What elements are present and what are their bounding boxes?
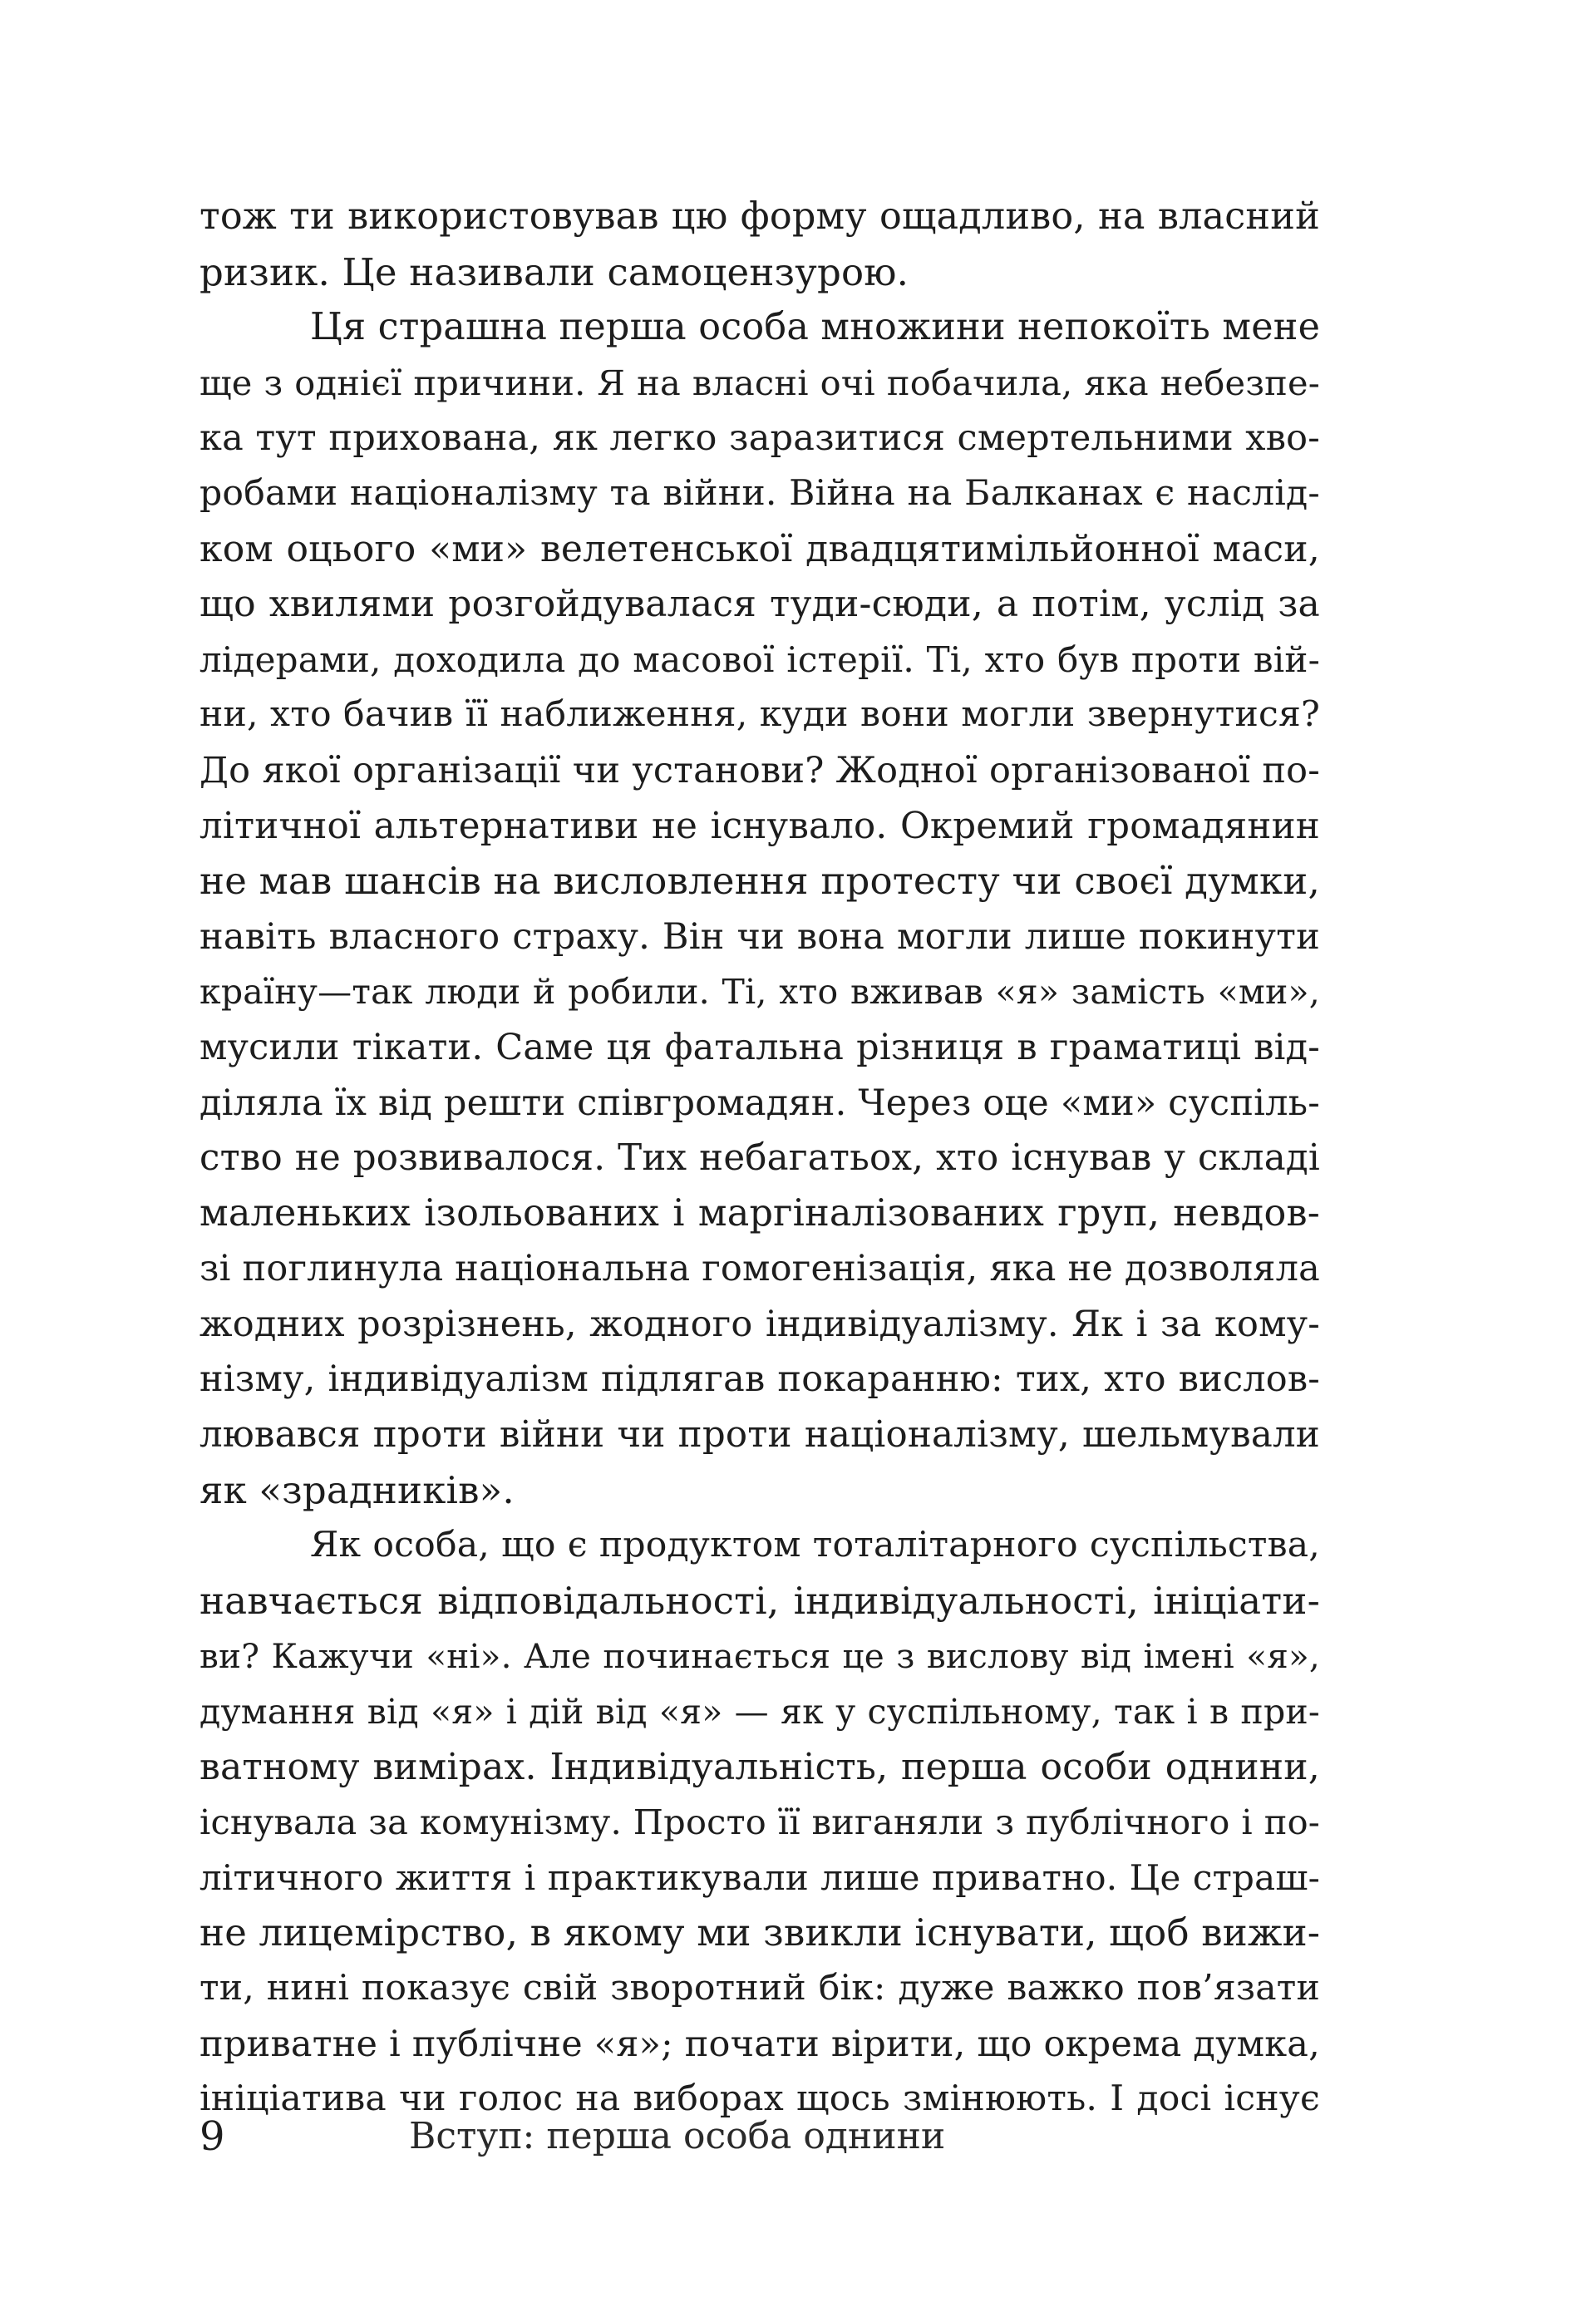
text-line: ство не розвивалося. Тих небагатьох, хто існував у складі — [200, 1137, 1320, 1180]
text-line: робами націоналізму та війни. Війна на Балканах є наслід- — [200, 472, 1320, 514]
text-line: ініціатива чи голос на виборах щось змінюють. І досі існує — [200, 2078, 1320, 2120]
text-line: діляла їх від решти співгромадян. Через оце «ми» суспіль- — [200, 1082, 1320, 1124]
text-line: лідерами, доходила до масової істерії. Ті, хто був проти вій- — [200, 638, 1320, 680]
text-line: не лицемірство, в якому ми звикли існувати, щоб вижи- — [200, 1910, 1321, 1955]
text-line: ватному вимірах. Індивідуальність, перша особи однини, — [200, 1745, 1320, 1788]
text-line: думання від «я» і дій від «я» — як у суспільному, так і в при- — [200, 1692, 1320, 1733]
text-line: маленьких ізольованих і маргіналізованих груп, невдов- — [200, 1191, 1320, 1235]
running-head: Вступ: перша особа однини — [409, 2115, 946, 2157]
text-line: літичної альтернативи не існувало. Окремий громадянин — [200, 805, 1320, 847]
text-line: тож ти використовував цю форму ощадливо, на власний — [200, 195, 1320, 238]
text-line: ви? Кажучи «ні». Але починається це з вислову від імені «я», — [200, 1636, 1320, 1677]
text-line: жодних розрізнень, жодного індивідуалізму. Як і за кому- — [200, 1303, 1320, 1345]
text-line: не мав шансів на висловлення протесту чи своєї думки, — [200, 859, 1320, 904]
text-line: літичного життя і практикували лише приватно. Це страш- — [200, 1856, 1320, 1898]
text-line: Ця страшна перша особа множини непокоїть мене — [310, 306, 1321, 349]
page-number: 9 — [200, 2113, 225, 2160]
text-line: Як особа, що є продуктом тоталітарного суспільства, — [310, 1525, 1320, 1566]
text-line: ще з однієї причини. Я на власні очі побачила, яка небезпе- — [200, 362, 1320, 403]
text-line: нізму, індивідуалізм підлягав покаранню: тих, хто вислов- — [200, 1358, 1320, 1401]
text-line: ком оцього «ми» велетенської двадцятимільйонної маси, — [200, 527, 1320, 570]
text-line: як «зрадників». — [200, 1467, 515, 1512]
text-line: навчається відповідальності, індивідуальності, ініціати- — [200, 1578, 1320, 1623]
text-line: мусили тікати. Саме ця фатальна різниця в граматиці від- — [200, 1026, 1320, 1068]
text-line: країну—так люди й робили. Ті, хто вживав «я» замість «ми», — [200, 972, 1320, 1013]
text-line: навіть власного страху. Він чи вона могли лише покинути — [200, 915, 1320, 958]
text-line: ка тут прихована, як легко заразитися смертельними хво- — [200, 417, 1320, 460]
text-line: До якої організації чи установи? Жодної організованої по- — [200, 749, 1320, 791]
text-line: ни, хто бачив її наближення, куди вони могли звернутися? — [200, 694, 1320, 736]
text-line: ризик. Це називали самоцензурою. — [200, 249, 909, 294]
body-text — [200, 190, 1320, 2127]
text-line: ти, нині показує свій зворотний бік: дуже важко пов’язати — [200, 1968, 1320, 2009]
text-line: приватне і публічне «я»; почати вірити, що окрема думка, — [200, 2023, 1320, 2065]
text-line: лювався проти війни чи проти націоналізму, шельмували — [200, 1414, 1320, 1457]
text-line: що хвилями розгойдувалася туди-сюди, а потім, услід за — [200, 583, 1320, 626]
text-line: зі поглинула національна гомогенізація, яка не дозволяла — [200, 1248, 1320, 1290]
text-line: існувала за комунізму. Просто її виганяли з публічного і по- — [200, 1802, 1320, 1843]
page-footer — [200, 2107, 1320, 2166]
